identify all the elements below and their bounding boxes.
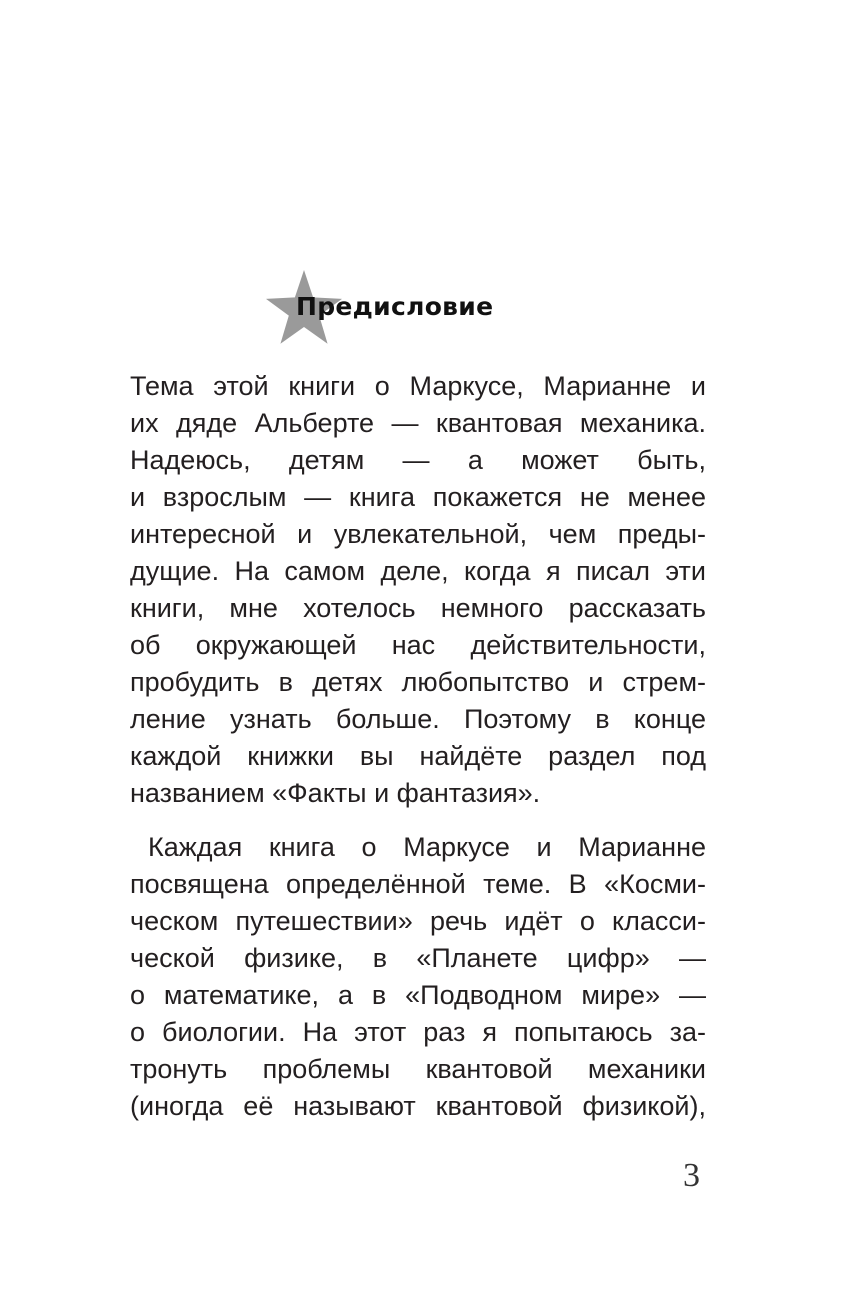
paragraph (130, 829, 706, 1125)
text-line: и взрослым — книга покажется не менее (130, 482, 706, 512)
text-line: Тема этой книги о Маркусе, Марианне и (130, 371, 706, 401)
chapter-heading (266, 270, 526, 346)
text-line: книги, мне хотелось немного рассказать (130, 593, 706, 623)
text-line: Надеюсь, детям — а может быть, (130, 445, 706, 475)
paragraph (130, 368, 706, 812)
text-line: тронуть проблемы квантовой механики (130, 1054, 706, 1084)
text-line: о биологии. На этот раз я попытаюсь за- (130, 1017, 706, 1047)
text-line: пробудить в детях любопытство и стрем- (130, 667, 706, 697)
text-line: ческой физике, в «Планете цифр» — (130, 943, 706, 973)
text-line: названием «Факты и фантазия». (130, 778, 541, 808)
text-line: об окружающей нас действительности, (130, 630, 706, 660)
text-line: интересной и увлекательной, чем преды- (130, 519, 706, 549)
paragraph-gap (130, 812, 706, 829)
text-line: их дяде Альберте — квантовая механика. (130, 408, 706, 438)
text-line: о математике, а в «Подводном мире» — (130, 980, 706, 1010)
text-line: ческом путешествии» речь идёт о класси- (130, 906, 706, 936)
text-line: Каждая книга о Маркусе и Марианне (148, 832, 706, 862)
text-line: каждой книжки вы найдёте раздел под (130, 741, 706, 771)
chapter-title: Предисловие (296, 292, 494, 321)
text-line: (иногда её называют квантовой физикой), (130, 1091, 706, 1121)
text-line: ление узнать больше. Поэтому в конце (130, 704, 706, 734)
page-number: 3 (683, 1157, 700, 1194)
text-line: посвящена определённой теме. В «Косми- (130, 869, 706, 899)
body-text (130, 368, 706, 1125)
text-line: дущие. На самом деле, когда я писал эти (130, 556, 706, 586)
